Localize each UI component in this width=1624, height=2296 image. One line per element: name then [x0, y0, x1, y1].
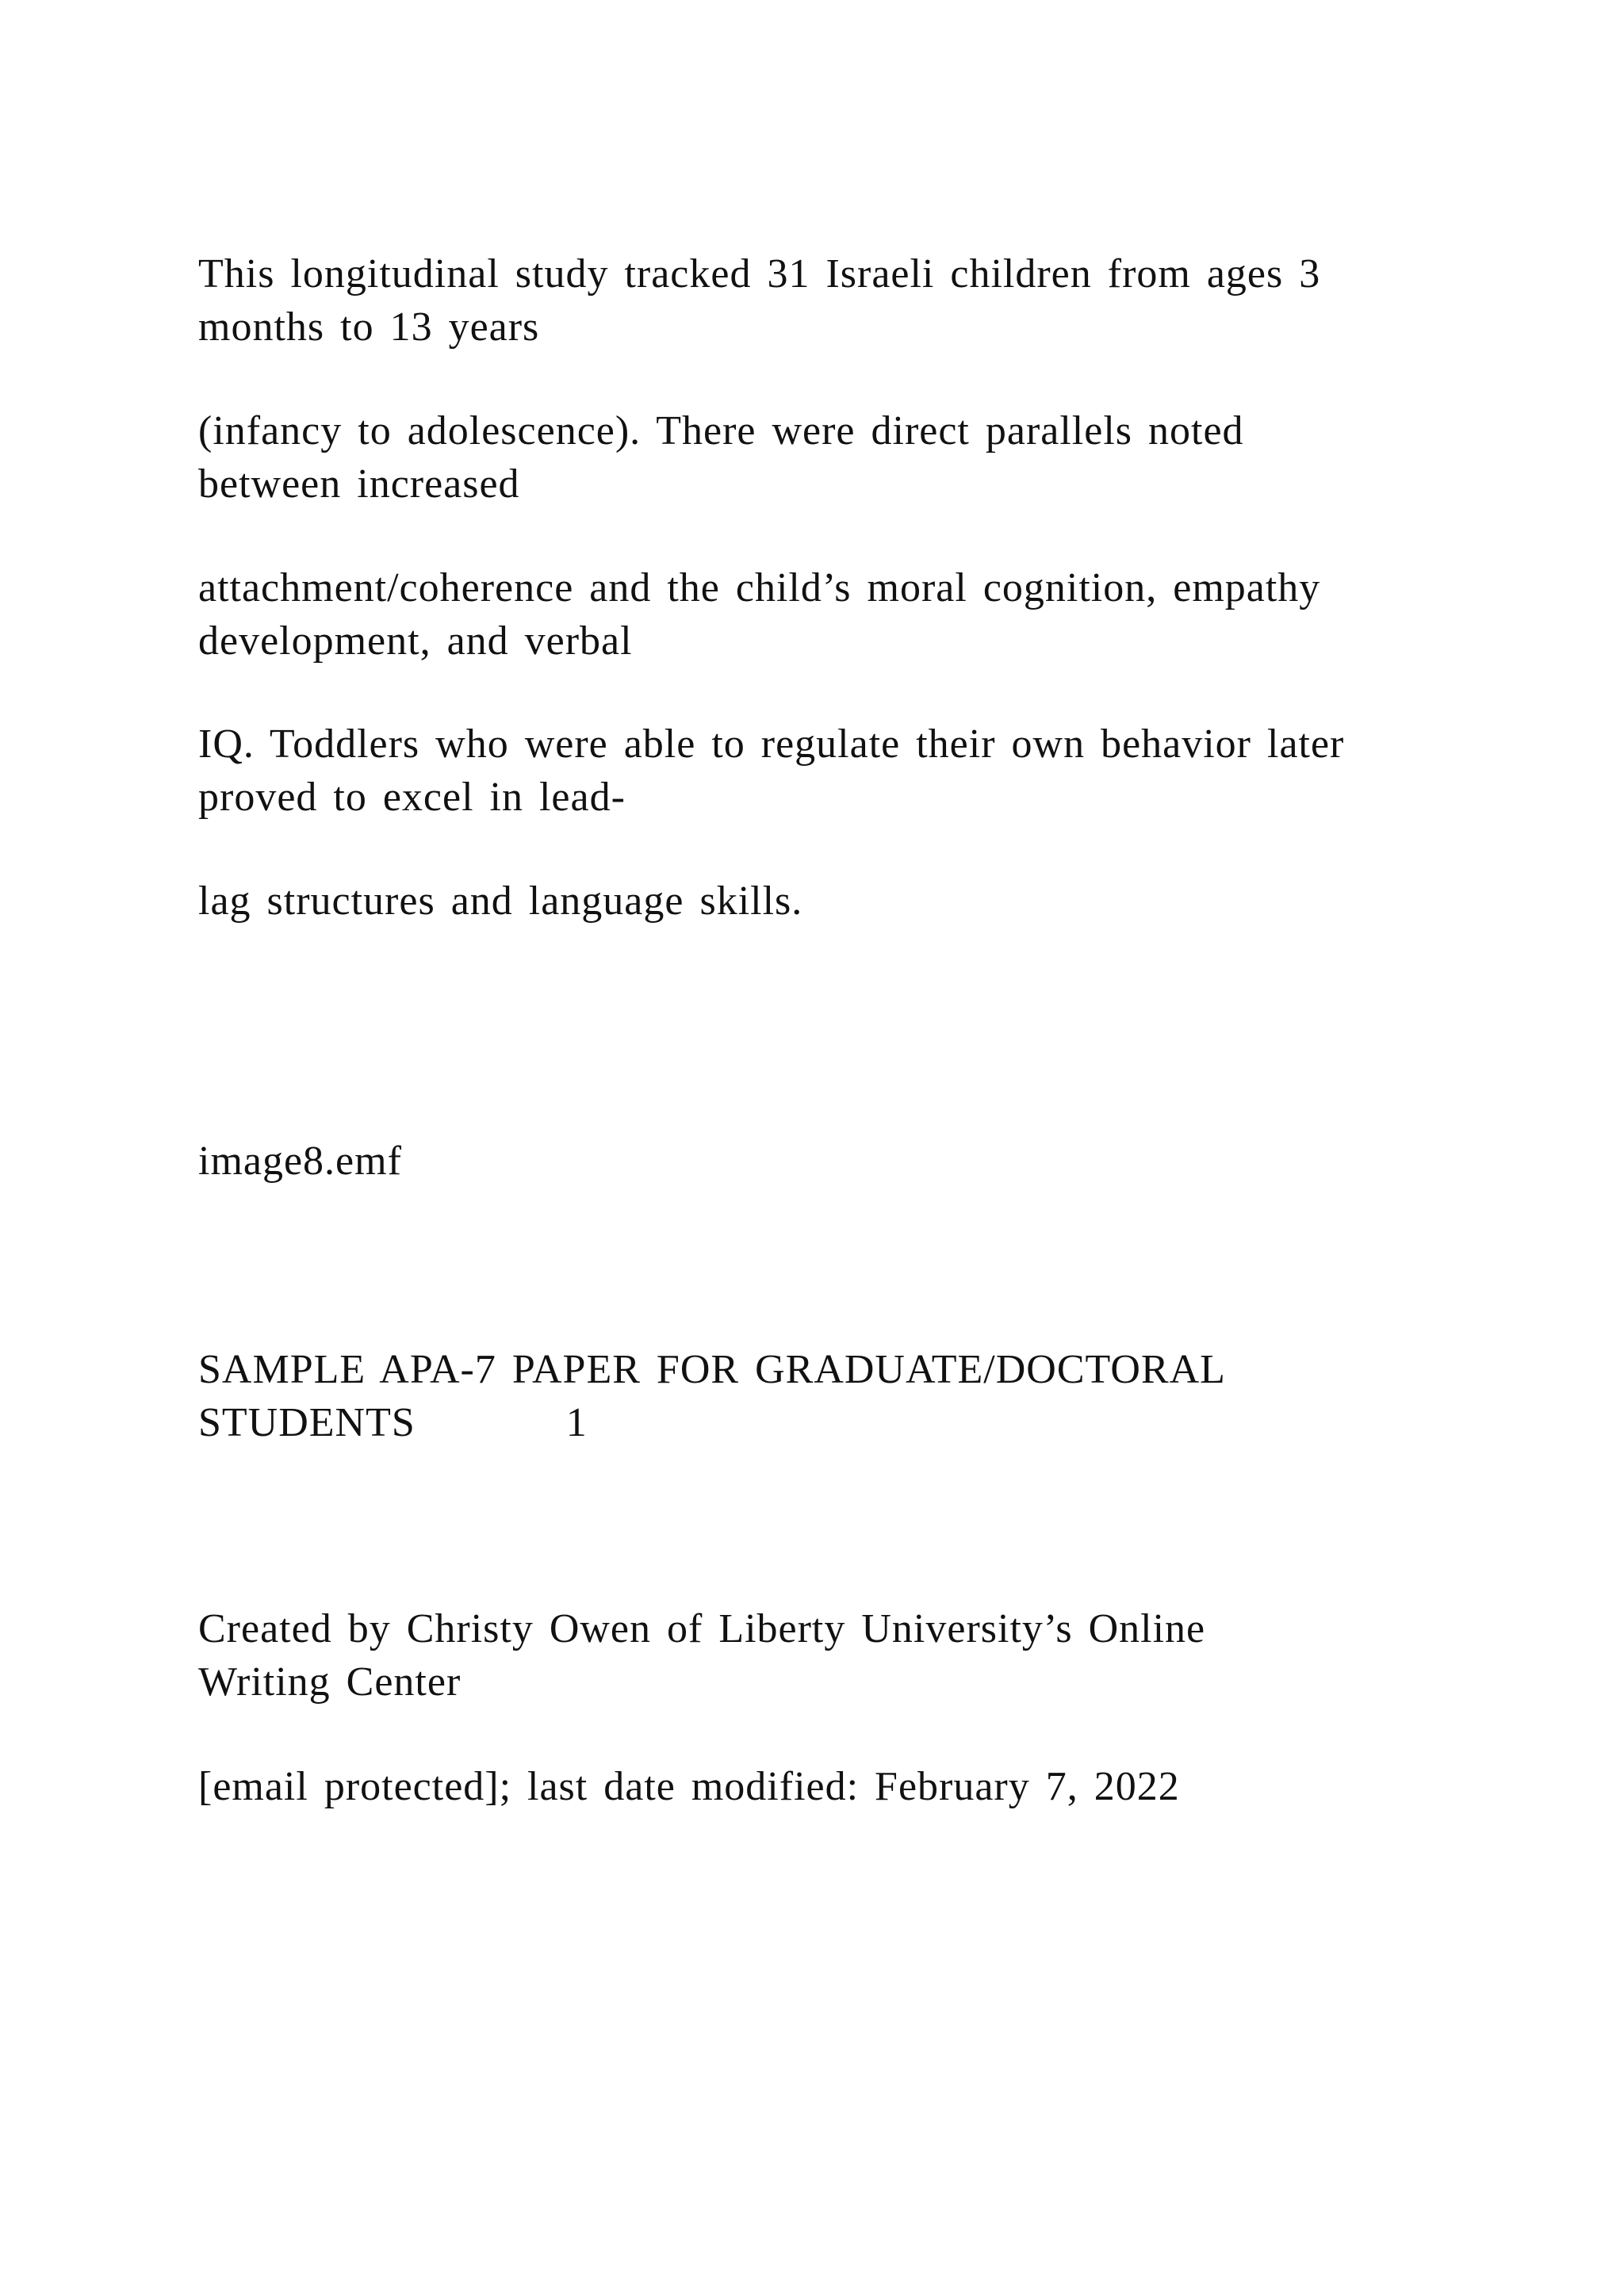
contact-line: [email protected]; last date modified: February 7, 2022: [198, 1764, 1180, 1809]
body-paragraph-1: [198, 247, 1435, 354]
image-filename: image8.emf: [198, 1138, 402, 1184]
text-line: between increased: [198, 461, 520, 507]
footer-credit: [198, 1602, 1435, 1709]
body-paragraph-2: [198, 404, 1435, 511]
text-line: months to 13 years: [198, 304, 540, 350]
page-number: 1: [565, 1400, 588, 1445]
body-paragraph-3: [198, 561, 1435, 668]
body-paragraph-5: [198, 874, 1435, 928]
body-paragraph-4: [198, 718, 1435, 824]
text-line: lag structures and language skills.: [198, 878, 803, 924]
credit-line: Writing Center: [198, 1659, 462, 1705]
image-placeholder-label: [198, 1135, 1435, 1188]
text-line: development, and verbal: [198, 618, 633, 664]
contact-info: [198, 1760, 1435, 1813]
text-line: attachment/coherence and the child’s moral cognition, empathy: [198, 565, 1321, 610]
running-header-title-continued: [198, 1396, 1435, 1449]
text-line: (infancy to adolescence). There were direct parallels noted: [198, 408, 1244, 453]
text-line: This longitudinal study tracked 31 Israeli children from ages 3: [198, 251, 1321, 297]
text-line: IQ. Toddlers who were able to regulate their own behavior later: [198, 721, 1345, 767]
running-header: [198, 1343, 1435, 1449]
credit-line: Created by Christy Owen of Liberty University’s Online: [198, 1606, 1206, 1651]
running-header-title: SAMPLE APA-7 PAPER FOR GRADUATE/DOCTORAL: [198, 1347, 1226, 1392]
running-header-title-end: STUDENTS: [198, 1400, 416, 1445]
text-line: proved to excel in lead-: [198, 775, 626, 820]
